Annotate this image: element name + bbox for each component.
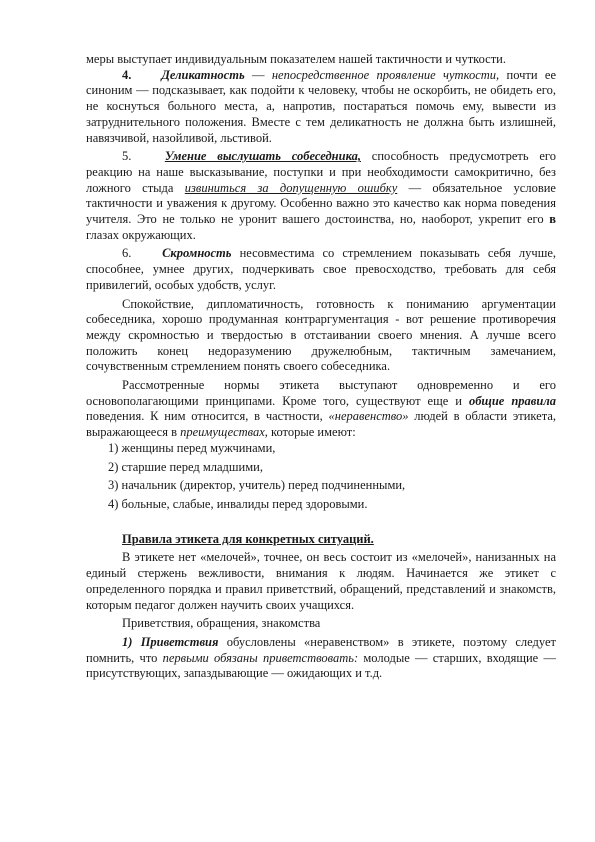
paragraph-text: которые имеют: [267,425,356,440]
paragraph-text: молодые — старших, входящие — присутствующих, запаздывающие — ожидающих и т.д. [86,650,556,681]
list-item: 4) больные, слабые, инвалиды перед здоровыми. [108,496,368,511]
dash: — [244,67,272,82]
term-listening: Умение выслушать собеседника, [164,149,361,164]
paragraph-no-trifles [86,550,556,613]
paragraph-text: В этикете нет «мелочей», точнее, он весь состоит из «мелочей», нанизанных на единый стержень вежливости, внимания к людям. Начинается же этикет с определенного порядка и правил приветствий, обращений, представлений и знакомств, которым педагог должен научить своих учащихся. [86,550,556,612]
paragraph-text: поведения. К ним относится, в частности, [86,409,329,424]
definition: непосредственное проявление чуткости, [271,67,500,82]
paragraph-text: Спокойствие, дипломатичность, готовность к пониманию аргументации собеседника, хорошо продуманная контраргументация - вот решение противоречия между скромностью и твердостью в отстаивании своего мнения. А лучше всего положить конец недоразумению дружелюбным, тактичным замечанием, сочувственным стремлением понять своего собеседника. [86,296,556,374]
paragraph-tact [86,52,556,68]
section-heading: Правила этикета для конкретных ситуаций. [122,531,374,546]
advantages-term: преимуществах, [180,425,268,440]
paragraph-general-rules [86,378,556,441]
term-modesty: Скромность [162,246,232,261]
subheading-greetings [86,616,556,632]
paragraph-text: глазах окружающих. [86,227,196,242]
paragraph-modesty [86,246,556,293]
general-rules-term: общие правила [468,393,556,408]
paragraph-delicacy [86,68,556,147]
list-item: 2) старшие перед младшими, [108,459,263,474]
paragraph-text: — обязательное условие тактичности и уважения к другому. Особенно важно это качество как норма поведения учителя. Это не только не уронит вашего достоинства, но, наоборот, укрепит его [86,180,556,227]
paragraph-text: почти ее синоним — подсказывает, как подойти к человеку, чтобы не оскорбить, не обидеть его, не коснуться больного места, а, напротив, постараться помочь ему, вывести из затруднительного положения. Вместе с тем деликатность не должна быть излишней, навязчивой, назойливой, льстивой. [86,67,556,145]
paragraph-calmness [86,297,556,376]
inequality-term: «неравенство» [328,409,409,424]
item-number: 6. [122,246,132,261]
paragraph-text: Рассмотренные нормы этикета выступают одновременно и его основополагающими принципами. Кроме того, существуют еще и [86,378,556,408]
item-number: 5. [122,149,132,164]
apology-phrase: извиниться за допущенную ошибку [184,180,398,195]
item-number: 4. [122,67,132,82]
term-greetings: 1) Приветствия [122,634,219,649]
paragraph-listening [86,149,556,243]
greet-first-phrase: первыми обязаны приветствовать: [162,650,359,665]
list-item: 3) начальник (директор, учитель) перед подчиненными, [108,478,406,493]
bold-word: в [549,212,556,227]
paragraph-text: способность предусмотреть его реакцию на наше высказывание, поступки и при необходимости самокритично, без ложного стыда [86,149,556,195]
paragraph-greetings [86,635,556,682]
paragraph-text: несовместима со стремлением показывать себя лучше, способнее, умнее других, подчеркивать свое превосходство, требовать для себя привилегий, особых удобств, услуг. [86,246,556,292]
advantages-list [86,441,556,513]
term-delicacy: Деликатность [161,67,245,82]
paragraph-text: обусловлены «неравенством» в этикете, поэтому следует помнить, что [86,634,556,665]
document-page [86,52,556,682]
paragraph-text: Приветствия, обращения, знакомства [122,616,321,631]
list-item: 1) женщины перед мужчинами, [108,440,276,455]
paragraph-text: меры выступает индивидуальным показателем нашей тактичности и чуткости. [86,52,507,66]
paragraph-text: людей в области этикета, выражающееся в [86,409,556,440]
